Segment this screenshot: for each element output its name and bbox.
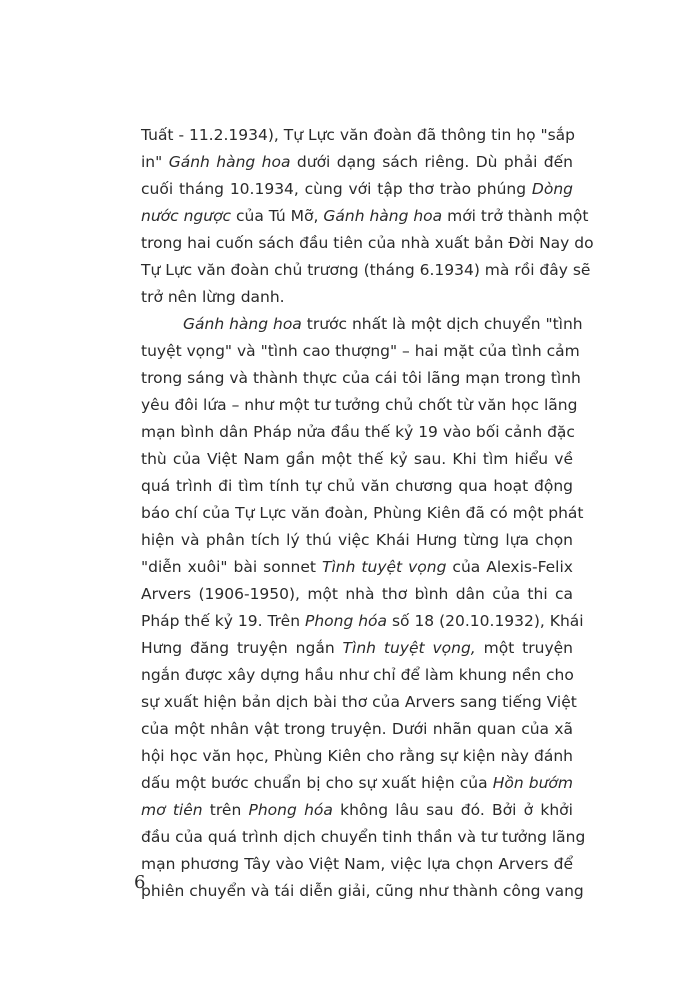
italic-title: nước ngược: [141, 207, 232, 225]
text-line: [141, 635, 573, 662]
text-segment: sự xuất hiện bản dịch bài thơ của Arvers sang tiếng Việt: [141, 693, 577, 711]
text-segment: ngắn được xây dựng hầu như chỉ để làm khung nền cho: [141, 666, 574, 684]
text-line: [141, 743, 573, 770]
italic-title: Gánh hàng hoa: [168, 153, 291, 171]
text-line: [141, 446, 573, 473]
text-line: [141, 122, 576, 149]
text-line: [141, 851, 573, 878]
text-line: [141, 878, 584, 905]
text-segment: trong hai cuốn sách đầu tiên của nhà xuất bản Đời Nay do: [141, 234, 594, 252]
text-line: [141, 689, 577, 716]
italic-title: mơ tiên: [141, 801, 203, 819]
text-line: [141, 203, 589, 230]
text-segment: của Alexis-Felix: [446, 558, 573, 576]
body-text: [141, 122, 594, 905]
text-line: [141, 338, 580, 365]
text-segment: mới trở thành một: [442, 207, 589, 225]
text-segment: Hưng đăng truyện ngắn: [141, 639, 343, 657]
text-line: [141, 554, 573, 581]
text-segment: của một nhân vật trong truyện. Dưới nhãn quan của xã: [141, 720, 573, 738]
text-line: [141, 608, 584, 635]
text-segment: trước nhất là một dịch chuyển "tình: [301, 315, 583, 333]
text-segment: in": [141, 153, 169, 171]
italic-title: Phong hóa: [248, 801, 333, 819]
text-segment: quá trình đi tìm tính tự chủ văn chương qua hoạt động: [141, 477, 573, 495]
italic-title: Phong hóa: [304, 612, 388, 630]
page-number: 6: [134, 872, 146, 893]
italic-title: Hồn bướm: [492, 774, 574, 792]
text-segment: dấu một bước chuẩn bị cho sự xuất hiện của: [141, 774, 493, 792]
text-segment: của Tú Mỡ,: [231, 207, 324, 225]
text-segment: hội học văn học, Phùng Kiên cho rằng sự kiện này đánh: [141, 747, 573, 765]
text-segment: Tuất - 11.2.1934), Tự Lực văn đoàn đã thông tin họ "sắp: [141, 126, 576, 144]
text-segment: mạn phương Tây vào Việt Nam, việc lựa chọn Arvers để: [141, 855, 573, 873]
text-line: [141, 230, 594, 257]
text-line: [141, 716, 573, 743]
text-segment: trên: [202, 801, 249, 819]
text-segment: hiện và phân tích lý thú việc Khái Hưng từng lựa chọn: [141, 531, 573, 549]
text-segment: dưới dạng sách riêng. Dù phải đến: [290, 153, 574, 171]
italic-title: Tình tuyệt vọng,: [342, 639, 476, 657]
text-line: [141, 770, 573, 797]
text-line: [141, 473, 573, 500]
text-line: [141, 392, 578, 419]
text-line: [141, 527, 573, 554]
text-line: [141, 365, 581, 392]
text-line: [141, 284, 573, 311]
text-line: [141, 311, 583, 338]
text-segment: thù của Việt Nam gần một thế kỷ sau. Khi tìm hiểu về: [141, 450, 573, 468]
text-segment: yêu đôi lứa – như một tư tưởng chủ chốt từ văn học lãng: [141, 396, 578, 414]
text-line: [141, 500, 584, 527]
text-segment: Arvers (1906-1950), một nhà thơ bình dân của thi ca: [141, 585, 573, 603]
text-line: [141, 824, 586, 851]
text-line: [141, 797, 573, 824]
text-segment: trở nên lừng danh.: [141, 288, 285, 306]
text-line: [141, 149, 573, 176]
text-segment: "diễn xuôi" bài sonnet: [141, 558, 322, 576]
italic-title: Tình tuyệt vọng: [322, 558, 447, 576]
text-segment: đầu của quá trình dịch chuyển tinh thần và tư tưởng lãng: [141, 828, 586, 846]
text-line: [141, 419, 573, 446]
italic-title: Gánh hàng hoa: [183, 315, 302, 333]
text-segment: báo chí của Tự Lực văn đoàn, Phùng Kiên đã có một phát: [141, 504, 584, 522]
text-segment: một truyện: [475, 639, 573, 657]
text-segment: Tự Lực văn đoàn chủ trương (tháng 6.1934) mà rồi đây sẽ: [141, 261, 591, 279]
text-line: [141, 662, 573, 689]
text-segment: cuối tháng 10.1934, cùng với tập thơ trào phúng: [141, 180, 532, 198]
italic-title: Dòng: [531, 180, 573, 198]
italic-title: Gánh hàng hoa: [323, 207, 443, 225]
text-line: [141, 176, 573, 203]
text-segment: mạn bình dân Pháp nửa đầu thế kỷ 19 vào bối cảnh đặc: [141, 423, 575, 441]
text-segment: không lâu sau đó. Bởi ở khởi: [332, 801, 573, 819]
text-segment: trong sáng và thành thực của cái tôi lãng mạn trong tình: [141, 369, 581, 387]
text-segment: số 18 (20.10.1932), Khái: [387, 612, 584, 630]
text-segment: tuyệt vọng" và "tình cao thượng" – hai mặt của tình cảm: [141, 342, 580, 360]
text-line: [141, 581, 573, 608]
text-segment: phiên chuyển và tái diễn giải, cũng như thành công vang: [141, 882, 584, 900]
text-line: [141, 257, 591, 284]
text-segment: Pháp thế kỷ 19. Trên: [141, 612, 305, 630]
